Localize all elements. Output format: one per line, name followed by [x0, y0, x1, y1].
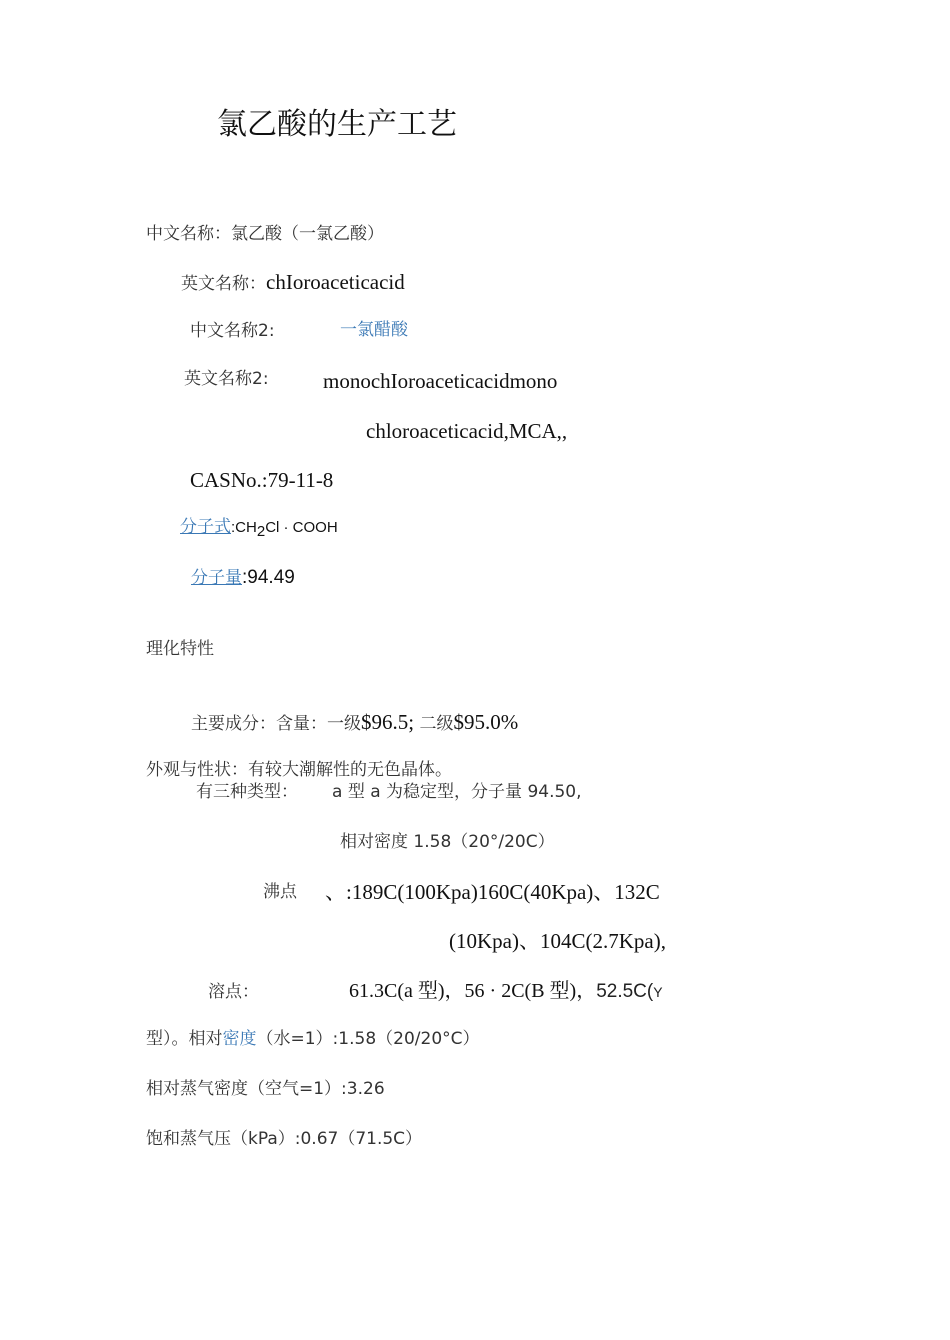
melting-point-value-c: Y — [653, 984, 663, 1000]
section-heading: 理化特性 — [146, 639, 214, 659]
english-name-label: 英文名称： — [181, 274, 266, 294]
melting-point-value-b: 52.5C( — [596, 981, 654, 1002]
vapor-density-row: 相对蒸气密度（空气=1）:3.26 — [146, 1079, 385, 1099]
english-name2-label: 英文名称2: — [184, 369, 269, 389]
molecular-weight-row — [191, 568, 295, 587]
melting-point-continuation — [146, 1031, 480, 1048]
melting-point-value — [349, 981, 663, 1001]
types-value: a 型 a 为稳定型，分子量 94.50, — [332, 782, 582, 802]
formula-colon: : — [231, 519, 236, 536]
boiling-point-value-line1: 、:189C(100Kpa)160C(40Kpa)、132C — [325, 880, 660, 904]
mp-cont-prefix: 型）。相对 — [146, 1029, 223, 1049]
boiling-point-label: 沸点 — [263, 882, 297, 902]
formula-subscript: 2 — [256, 523, 266, 541]
chinese-name-row: 中文名称：氯乙酸（一氯乙酸） — [146, 224, 384, 244]
density-line: 相对密度 1.58（20°/20C） — [340, 832, 555, 852]
composition-mid: 二级 — [414, 714, 454, 734]
english-name-row — [181, 272, 405, 293]
english-name2-value-line1: monochIoroaceticacidmono — [323, 369, 558, 393]
composition-grade2: $95.0% — [453, 710, 519, 734]
melting-point-value-a: 61.3C(a 型)，56 · 2C(B 型)， — [349, 980, 597, 1002]
appearance-row: 外观与性状：有较大潮解性的无色晶体。 — [146, 760, 452, 780]
molecular-weight-link[interactable]: 分子量 — [191, 568, 242, 588]
document-title: 氯乙酸的生产工艺 — [217, 107, 457, 142]
vapor-pressure-row: 饱和蒸气压（kPa）:0.67（71.5C） — [146, 1129, 423, 1149]
types-label: 有三种类型： — [196, 782, 298, 802]
melting-point-label: 溶点： — [208, 982, 259, 1002]
formula-part2: Cl · COOH — [265, 519, 338, 536]
formula-row — [180, 519, 338, 539]
cas-number: CASNo.:79-11-8 — [190, 468, 334, 492]
composition-row — [191, 712, 518, 733]
composition-label: 主要成分：含量：一级 — [191, 714, 361, 734]
boiling-point-value-line2: (10Kpa)、104C(2.7Kpa), — [449, 929, 666, 953]
composition-grade1: $96.5; — [361, 710, 415, 734]
english-name2-value-line2: chloroaceticacid,MCA,, — [366, 419, 568, 443]
chinese-name2-label: 中文名称2: — [190, 321, 275, 341]
molecular-weight-value: :94.49 — [242, 567, 295, 588]
mp-cont-suffix: （水=1）:1.58（20/20°C） — [256, 1029, 480, 1049]
formula-link[interactable]: 分子式 — [180, 517, 231, 537]
density-link[interactable]: 密度 — [222, 1029, 257, 1049]
english-name-value: chIoroaceticacid — [266, 270, 405, 294]
chinese-name2-value[interactable]: 一氯醋酸 — [340, 320, 408, 340]
formula-part1: CH — [235, 519, 257, 536]
